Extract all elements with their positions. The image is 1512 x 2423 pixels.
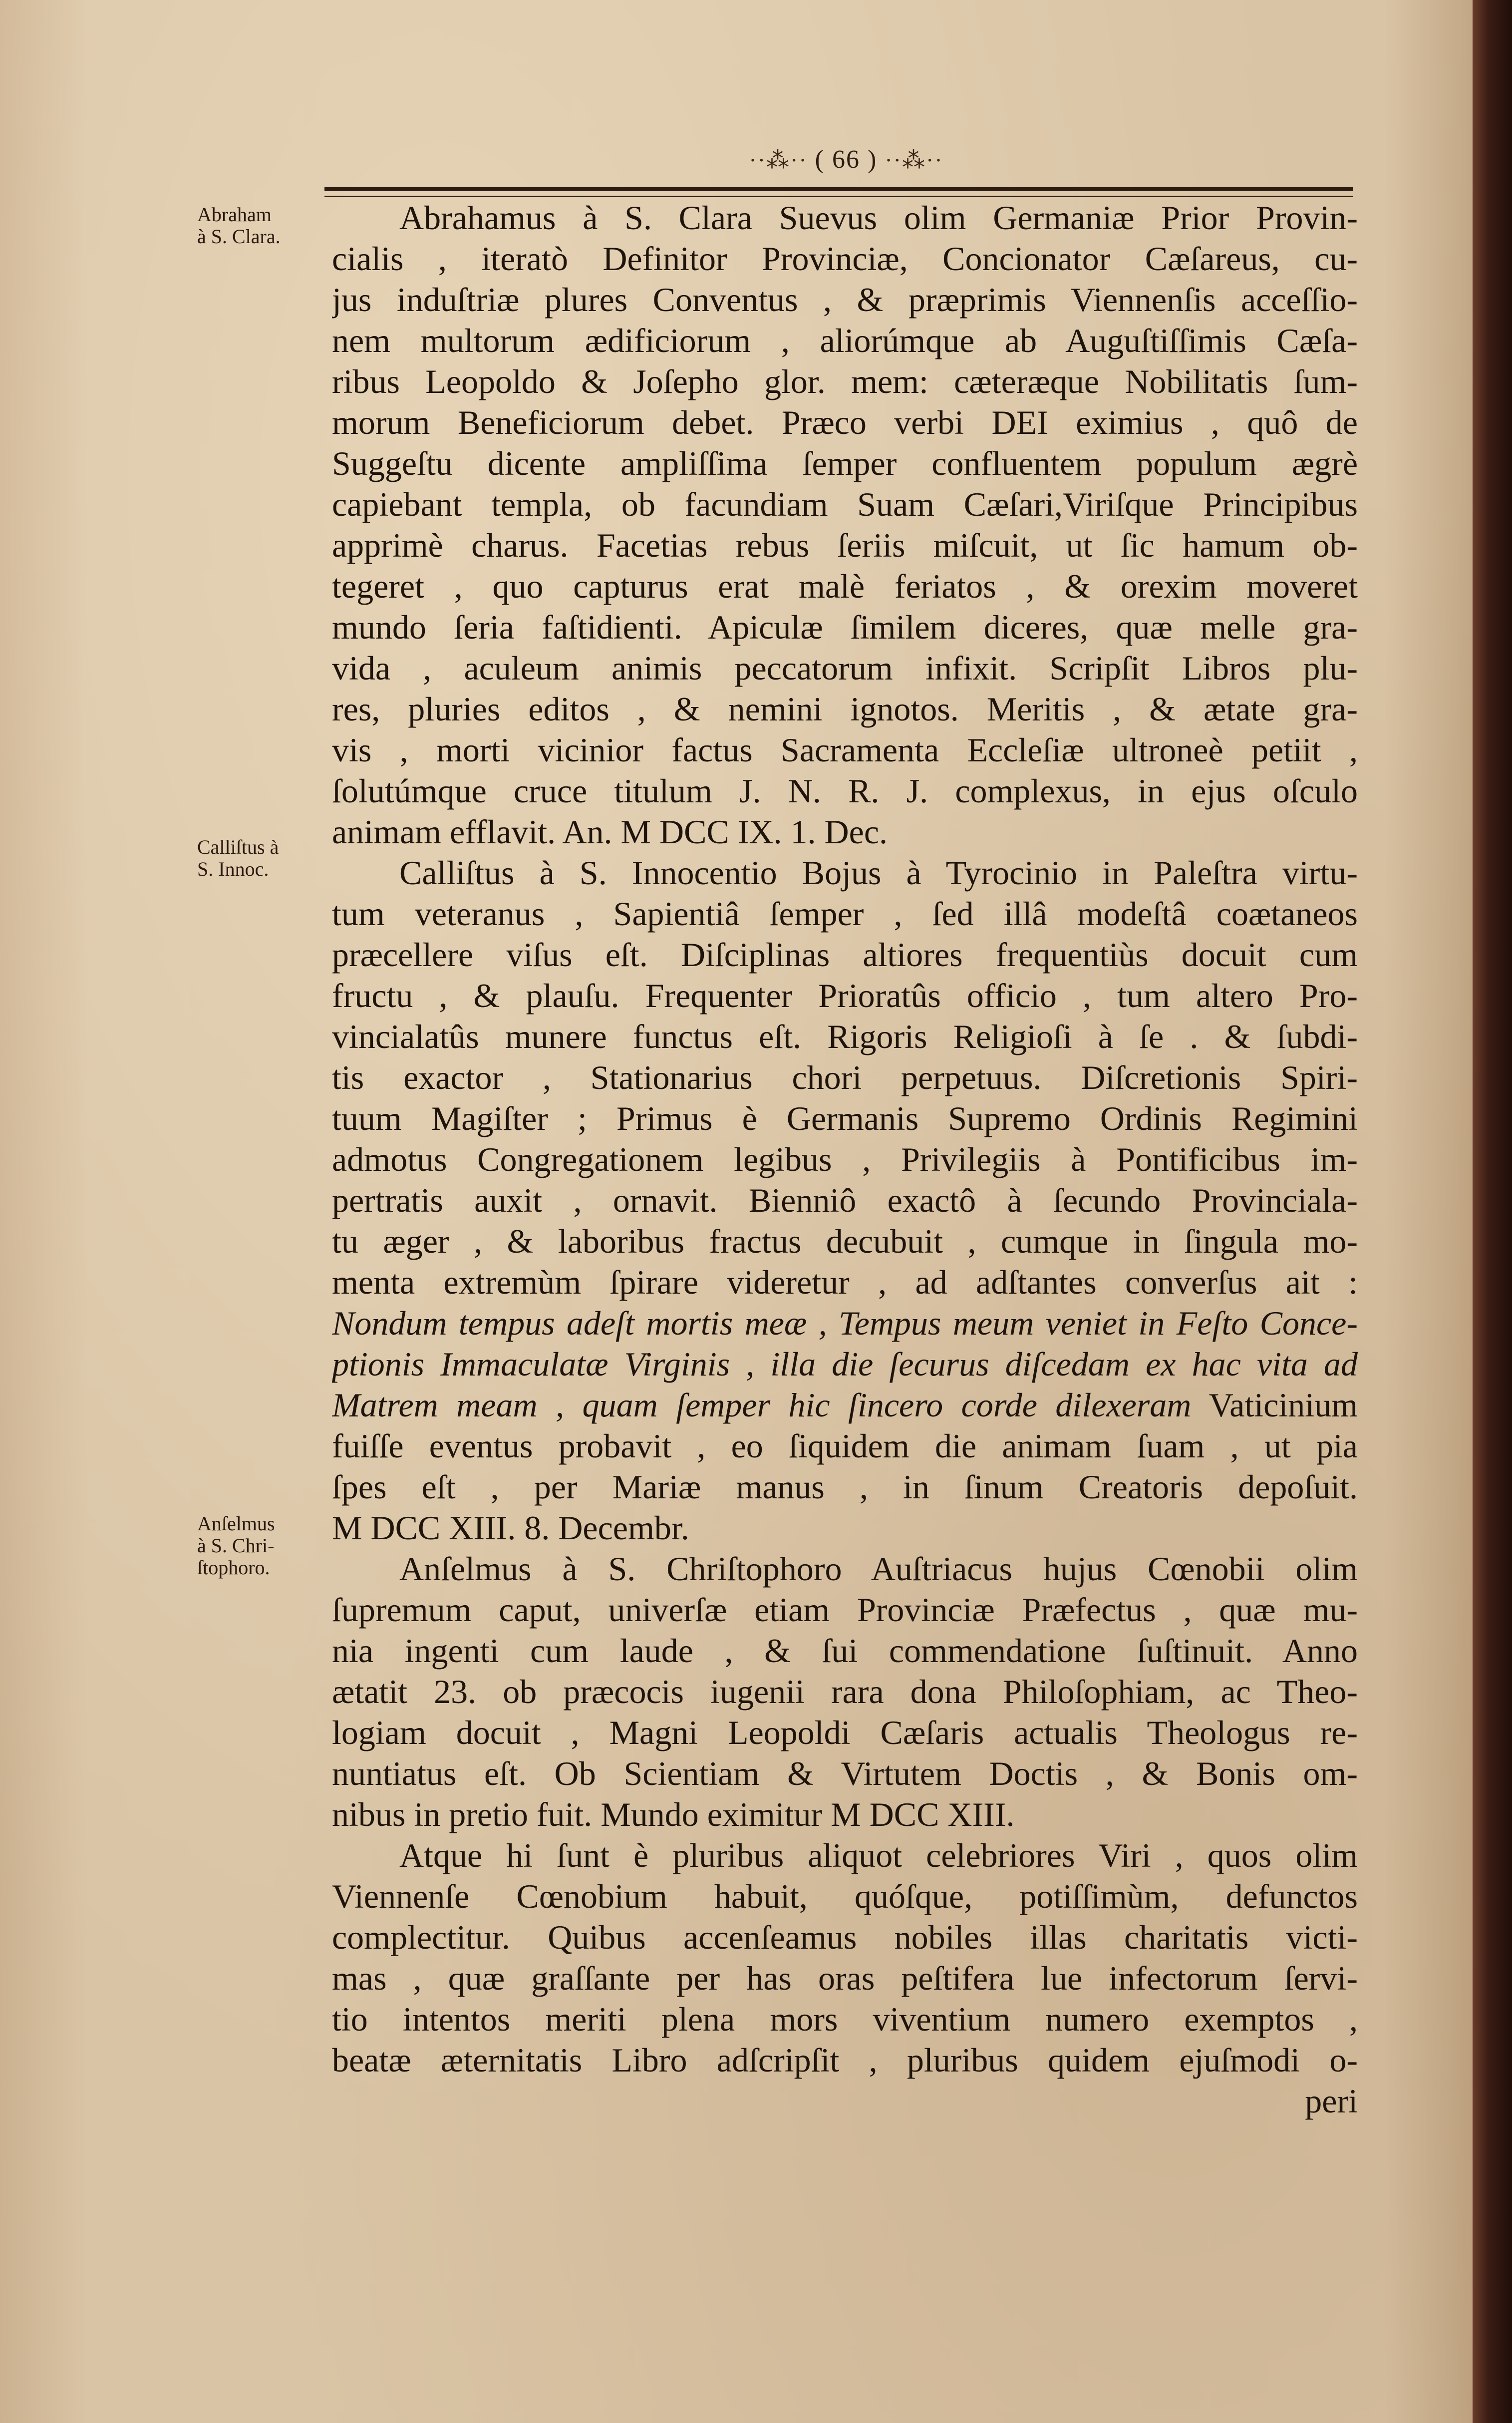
margin-note-line: à S. Clara. [197, 225, 281, 248]
text-line: Viennenſe Cœnobium habuit, quóſque, potiſſimùm, defunctos [332, 1877, 1358, 1915]
body-text [332, 197, 1358, 2121]
text-line: Atque hi ſunt è pluribus aliquot celebriores Viri , quos olim [399, 1836, 1358, 1874]
text-line: animam efflavit. An. M DCC IX. 1. Dec. [332, 813, 888, 851]
text-line: fuiſſe eventus probavit , eo ſiquidem die animam ſuam , ut pia [332, 1427, 1358, 1465]
text-line: nia ingenti cum laude , & ſui commendatione ſuſtinuit. Anno [332, 1632, 1358, 1670]
text-line: res, pluries editos , & nemini ignotos. Meritis , & ætate gra- [332, 690, 1358, 728]
text-line: nem multorum ædificiorum , aliorúmque ab Auguſtiſſimis Cæſa- [332, 322, 1358, 359]
text-line: tuum Magiſter ; Primus è Germanis Supremo Ordinis Regimini [332, 1099, 1358, 1137]
text-line: Anſelmus à S. Chriſtophoro Auſtriacus hujus Cœnobii olim [399, 1550, 1358, 1588]
page-header [696, 145, 996, 174]
text-line: præcellere viſus eſt. Diſciplinas altiores frequentiùs docuit cum [332, 936, 1358, 974]
text-line: nuntiatus eſt. Ob Scientiam & Virtutem Doctis , & Bonis om- [332, 1754, 1358, 1792]
text-line: beatæ æternitatis Libro adſcripſit , pluribus quidem ejuſmodi o- [332, 2041, 1358, 2079]
margin-note-line: ſtophoro. [197, 1556, 270, 1579]
text-line: ſupremum caput, univerſæ etiam Provinciæ Præfectus , quæ mu- [332, 1591, 1358, 1629]
text-line: ſpes eſt , per Mariæ manus , in ſinum Creatoris depoſuit. [332, 1468, 1358, 1506]
text-line: logiam docuit , Magni Leopoldi Cæſaris actualis Theologus re- [332, 1714, 1358, 1751]
text-line: vincialatûs munere functus eſt. Rigoris Religioſi à ſe . & ſubdi- [332, 1018, 1358, 1055]
text-line: cialis , iteratò Definitor Provinciæ, Concionator Cæſareus, cu- [332, 240, 1358, 278]
text-line: ptionis Immaculatæ Virginis , illa die ſecurus diſcedam ex hac vita ad [332, 1345, 1358, 1383]
text-line: ribus Leopoldo & Joſepho glor. mem: cæteræque Nobilitatis ſum- [332, 362, 1358, 400]
text-line: Suggeſtu dicente ampliſſima ſemper confluentem populum ægrè [332, 444, 1358, 482]
book-binding-edge [1473, 0, 1512, 2423]
ornament-left: ··⁂·· [749, 147, 808, 173]
text-line: tegeret , quo capturus erat malè feriatos , & orexim moveret [332, 567, 1358, 605]
text-line: Nondum tempus adeſt mortis meæ , Tempus meum veniet in Feſto Conce- [332, 1304, 1358, 1342]
text-line: tu æger , & laboribus fractus decubuit , cumque in ſingula mo- [332, 1222, 1358, 1260]
text-line: vis , morti vicinior factus Sacramenta Eccleſiæ ultroneè petiit , [332, 731, 1358, 769]
text-line: vida , aculeum animis peccatorum infixit. Scripſit Libros plu- [332, 649, 1358, 687]
text-line: jus induſtriæ plures Conventus , & præprimis Viennenſis acceſſio- [332, 281, 1358, 319]
margin-note-line: Calliſtus à [197, 836, 279, 858]
text-line: M DCC XIII. 8. Decembr. [332, 1509, 689, 1547]
text-line: morum Beneficiorum debet. Præco verbi DEI eximius , quô de [332, 403, 1358, 441]
text-line: tum veteranus , Sapientiâ ſemper , ſed illâ modeſtâ coætaneos [332, 895, 1358, 933]
text-line: apprimè charus. Facetias rebus ſeriis miſcuit, ut ſic hamum ob- [332, 526, 1358, 564]
text-line: Abrahamus à S. Clara Suevus olim Germaniæ Prior Provin- [399, 199, 1358, 237]
italic-fragment: Matrem meam , quam ſemper hic ſincero corde dilexeram [332, 1386, 1192, 1424]
text-line: Calliſtus à S. Innocentio Bojus à Tyrocinio in Paleſtra virtu- [399, 854, 1358, 892]
margin-note-anselmus [197, 1513, 327, 1579]
text-line [332, 1385, 1358, 1425]
text-line: peri [1305, 2082, 1358, 2120]
margin-note-abraham [197, 204, 327, 248]
roman-fragment: Vaticinium [1191, 1386, 1358, 1424]
text-line: ætatit 23. ob præcocis iugenii rara dona Philoſophiam, ac Theo- [332, 1673, 1358, 1711]
text-line: pertratis auxit , ornavit. Bienniô exactô à ſecundo Provinciala- [332, 1181, 1358, 1219]
header-rule-thick [324, 187, 1353, 191]
text-line: capiebant templa, ob facundiam Suam Cæſari,Viriſque Principibus [332, 485, 1358, 523]
text-line: complectitur. Quibus accenſeamus nobiles illas charitatis victi- [332, 1918, 1358, 1956]
margin-note-line: S. Innoc. [197, 858, 269, 880]
ornament-right: ··⁂·· [885, 147, 943, 173]
text-line: ſolutúmque cruce titulum J. N. R. J. complexus, in ejus oſculo [332, 772, 1358, 810]
text-line: mas , quæ graſſante per has oras peſtifera lue infectorum ſervi- [332, 1959, 1358, 1997]
text-line: nibus in pretio fuit. Mundo eximitur M DCC XIII. [332, 1795, 1015, 1833]
text-line: tio intentos meriti plena mors viventium numero exemptos , [332, 2000, 1358, 2038]
margin-note-line: Abraham [197, 203, 272, 226]
text-line: admotus Congregationem legibus , Privilegiis à Pontificibus im- [332, 1140, 1358, 1178]
text-line: mundo ſeria faſtidienti. Apiculæ ſimilem diceres, quæ melle gra- [332, 608, 1358, 646]
text-line: menta extremùm ſpirare videretur , ad adſtantes converſus ait : [332, 1263, 1358, 1301]
margin-note-line: Anſelmus [197, 1512, 275, 1535]
page-number: ( 66 ) [815, 145, 878, 174]
text-line: tis exactor , Stationarius chori perpetuus. Diſcretionis Spiri- [332, 1058, 1358, 1096]
text-line: fructu , & plauſu. Frequenter Prioratûs officio , tum altero Pro- [332, 977, 1358, 1015]
margin-note-line: à S. Chri- [197, 1534, 275, 1557]
margin-note-callistus [197, 836, 327, 880]
